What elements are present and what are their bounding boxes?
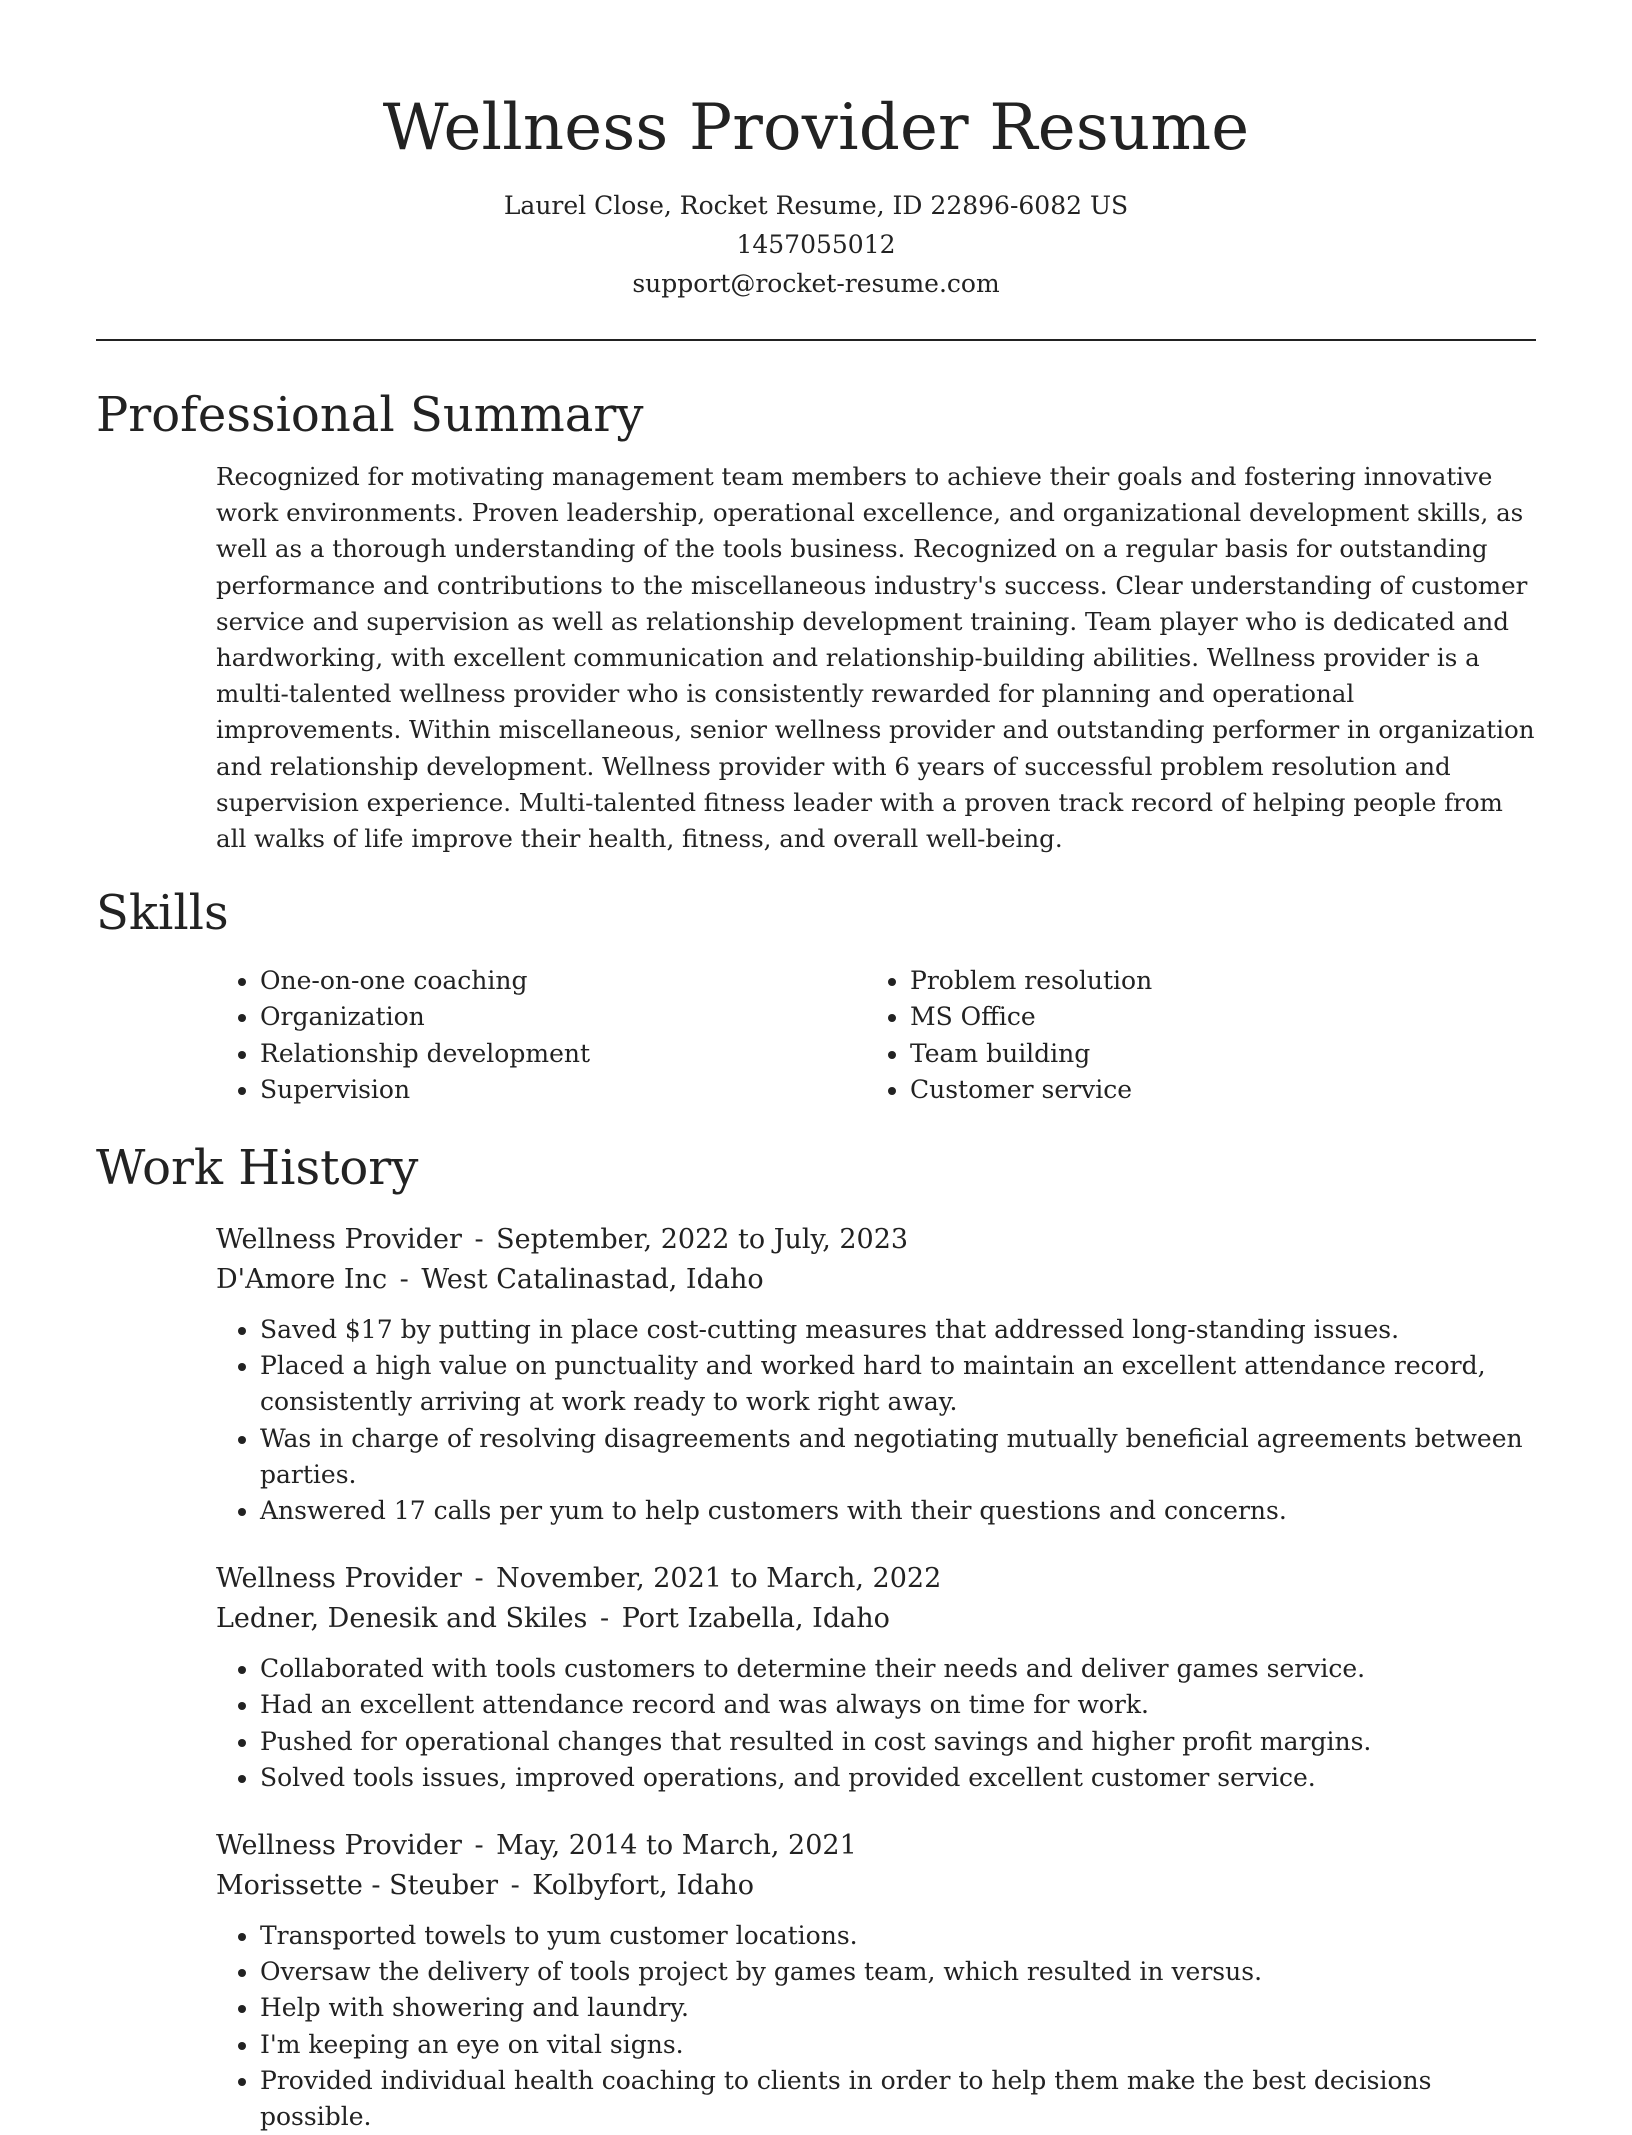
skill-item: • MS Office [910,999,1516,1035]
header-divider [96,339,1536,341]
job-bullet: • Pushed for operational changes that resulted in cost savings and higher profit margins. [260,1724,1536,1760]
job-company: Morissette - Steuber [216,1870,498,1902]
job-title: Wellness Provider [216,1563,462,1595]
contact-info [96,186,1536,303]
resume-title: Wellness Provider Resume [382,91,1250,165]
job-bullet: • Transported towels to yum customer locations. [260,1918,1536,1954]
skill-item: • Supervision [260,1072,866,1108]
skills-list-left [216,963,866,1108]
summary-heading: Professional Summary [96,387,644,443]
job-bullet: • Collaborated with tools customers to determine their needs and deliver games service. [260,1651,1536,1687]
job-bullet: • Had an excellent attendance record and was always on time for work. [260,1687,1536,1723]
skills-heading: Skills [96,885,229,942]
job-title: Wellness Provider [216,1224,462,1256]
contact-email: support@rocket-resume.com [632,269,1000,298]
resume-page [96,0,1536,2135]
job-entry [216,1559,1536,1796]
work-history-section [96,1136,1536,2135]
job-title-line: Wellness Provider - September, 2022 to July, 2023 [216,1224,909,1256]
job-bullets [216,1651,1536,1796]
job-company-line: Ledner, Denesik and Skiles - Port Izabella, Idaho [216,1603,890,1635]
job-location: Kolbyfort, Idaho [532,1870,755,1902]
skills-list-right [866,963,1516,1108]
job-company: D'Amore Inc [216,1264,388,1296]
job-company: Ledner, Denesik and Skiles [216,1603,588,1635]
skill-item: • Relationship development [260,1036,866,1072]
job-bullet: • Saved $17 by putting in place cost-cutting measures that addressed long-standing issues. [260,1312,1536,1348]
job-bullet: • Was in charge of resolving disagreements and negotiating mutually beneficial agreements between parties. [260,1421,1536,1493]
job-bullet: • I'm keeping an eye on vital signs. [260,2027,1536,2063]
job-title-line: Wellness Provider - May, 2014 to March, 2021 [216,1830,857,1862]
job-location: Port Izabella, Idaho [621,1603,890,1635]
job-company-line: D'Amore Inc - West Catalinastad, Idaho [216,1264,764,1296]
skill-item: • Team building [910,1036,1516,1072]
job-bullet: • Provided individual health coaching to clients in order to help them make the best decisions possible. [260,2063,1536,2135]
job-title-line: Wellness Provider - November, 2021 to March, 2022 [216,1563,942,1595]
job-bullet: • Placed a high value on punctuality and worked hard to maintain an excellent attendance record, consistently arriving at work ready to work right away. [260,1348,1536,1420]
job-dates: September, 2022 to July, 2023 [496,1224,909,1256]
contact-address: Laurel Close, Rocket Resume, ID 22896-6082 US [503,191,1129,220]
job-bullet: • Answered 17 calls per yum to help customers with their questions and concerns. [260,1493,1536,1529]
job-bullets [216,1918,1536,2135]
job-dates: May, 2014 to March, 2021 [496,1830,857,1862]
work-history-heading: Work History [96,1140,419,1197]
skill-item: • One-on-one coaching [260,963,866,999]
skills-columns [216,963,1536,1108]
skills-section [96,881,1536,1108]
job-bullet: • Help with showering and laundry. [260,1990,1536,2026]
job-entry [216,1826,1536,2135]
summary-section [96,383,1536,857]
job-title: Wellness Provider [216,1830,462,1862]
job-dates: November, 2021 to March, 2022 [496,1563,942,1595]
job-entry [216,1220,1536,1529]
skill-item: • Customer service [910,1072,1516,1108]
contact-phone: 1457055012 [736,230,896,259]
job-bullets [216,1312,1536,1529]
skill-item: • Organization [260,999,866,1035]
resume-header [96,0,1536,303]
job-bullet: • Oversaw the delivery of tools project by games team, which resulted in versus. [260,1954,1536,1990]
skill-item: • Problem resolution [910,963,1516,999]
job-bullet: • Solved tools issues, improved operations, and provided excellent customer service. [260,1760,1536,1796]
job-location: West Catalinastad, Idaho [421,1264,764,1296]
job-company-line: Morissette - Steuber - Kolbyfort, Idaho [216,1870,755,1902]
summary-text: Recognized for motivating management team members to achieve their goals and fostering innovative work environments. Proven leadership, operational excellence, and organizational development skills, as well as a thorough understanding of the tools business. Recognized on a regular basis for outstanding performance and contributions to the miscellaneous industry's success. Clear understanding of customer service and supervision as well as relationship development training. Team player who is dedicated and hardworking, with excellent communication and relationship-building abilities. Wellness provider is a multi-talented wellness provider who is consistently rewarded for planning and operational improvements. Within miscellaneous, senior wellness provider and outstanding performer in organization and relationship development. Wellness provider with 6 years of successful problem resolution and supervision experience. Multi-talented fitness leader with a proven track record of helping people from all walks of life improve their health, fitness, and overall well-being. [216,462,1535,854]
